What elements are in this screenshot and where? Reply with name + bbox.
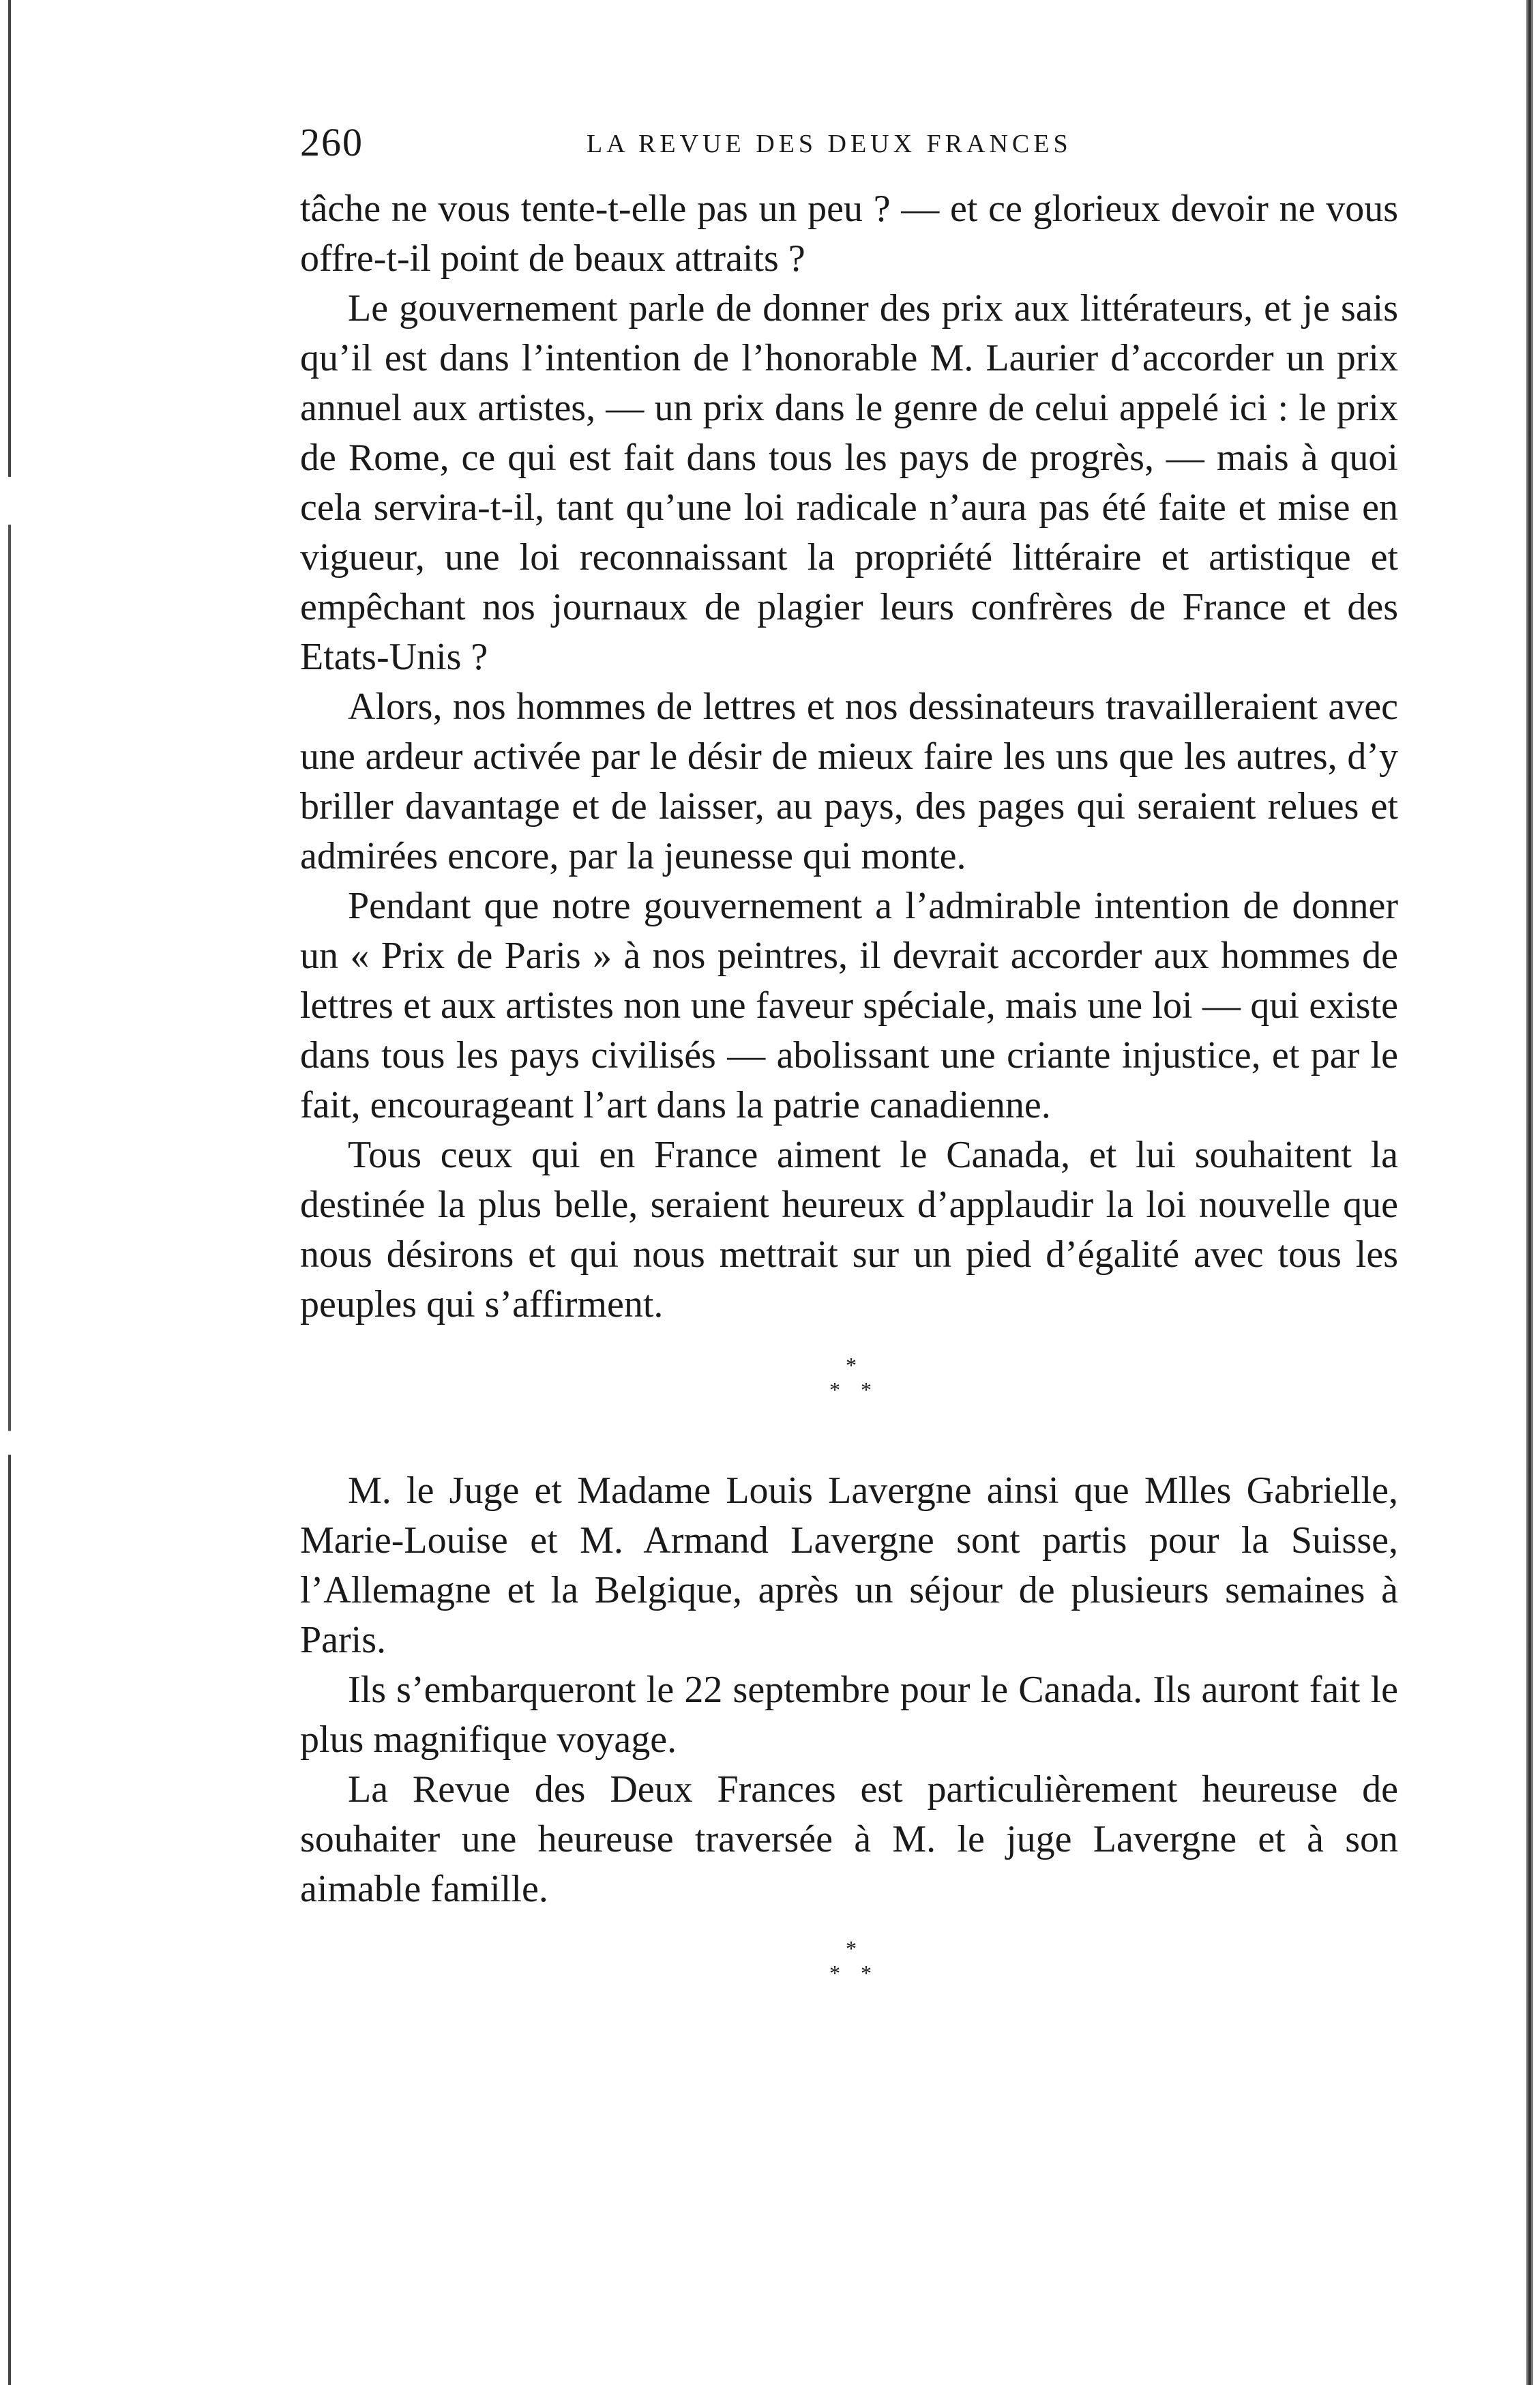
asterism-star: * (829, 1961, 840, 1985)
running-title: LA REVUE DES DEUX FRANCES (587, 130, 1072, 158)
paragraph-prix: Le gouvernement parle de donner des prix aux littérateurs, et je sais qu’il est dans l’intention de l’honorable M. Laurier d’accorder un prix annuel aux artistes, — un prix dans le genre de celui appelé ici : le prix de Rome, ce qui est fait dans tous les pays de progrès, — mais à quoi cela servira-t-il, tant qu’une loi radicale n’aura pas été faite et mise en vigueur, une loi reconnaissant la propriété littéraire et artistique et empêchant nos journaux de plagier leurs confrères de France et des Etats-Unis ? (300, 287, 1398, 678)
section-asterism (300, 1330, 1398, 1466)
running-head (300, 119, 1398, 181)
asterism-star: * (861, 1961, 872, 1985)
section-asterism (300, 1914, 1398, 2023)
paragraph-lavergne: M. le Juge et Madame Louis Lavergne ainsi que Mlles Gabrielle, Marie-Louise et M. Armand Lavergne sont partis pour la Suisse, l’Allemagne et la Belgique, après un séjour de plusieurs semaines à Paris. (300, 1469, 1398, 1661)
article-body (300, 184, 1398, 2023)
paragraph-alors: Alors, nos hommes de lettres et nos dessinateurs travailleraient avec une ardeur activée par le désir de mieux faire les uns que les autres, d’y briller davantage et de laisser, au pays, des pages qui seraient relues et admirées encore, par la jeunesse qui monte. (300, 686, 1398, 877)
scan-edge-right (1526, 0, 1533, 2385)
asterism-star: * (846, 1936, 857, 1961)
asterism-star: * (829, 1377, 840, 1402)
asterism-star: * (861, 1377, 872, 1402)
page-number: 260 (300, 120, 364, 164)
paragraph-pendant: Pendant que notre gouvernement a l’admirable intention de donner un « Prix de Paris » à nos peintres, il devrait accorder aux hommes de lettres et aux artistes non une faveur spéciale, mais une loi — qui existe dans tous les pays civilisés — abolissant une criante injustice, et par le fait, encourageant l’art dans la patrie canadienne. (300, 885, 1398, 1126)
scan-edge-left (8, 0, 11, 2385)
paragraph-continuation: tâche ne vous tente-t-elle pas un peu ? — et ce glorieux devoir ne vous offre-t-il point de beaux attraits ? (300, 188, 1398, 280)
paragraph-revue: La Revue des Deux Frances est particulièrement heureuse de souhaiter une heureuse traversée à M. le juge Lavergne et à son aimable famille. (300, 1768, 1398, 1910)
paragraph-embarqueront: Ils s’embarqueront le 22 septembre pour le Canada. Ils auront fait le plus magnifique voyage. (300, 1669, 1398, 1761)
asterism-star: * (846, 1353, 857, 1377)
paragraph-tous-ceux: Tous ceux qui en France aiment le Canada, et lui souhaitent la destinée la plus belle, seraient heureux d’applaudir la loi nouvelle que nous désirons et qui nous mettrait sur un pied d’égalité avec tous les peuples qui s’affirment. (300, 1134, 1398, 1326)
